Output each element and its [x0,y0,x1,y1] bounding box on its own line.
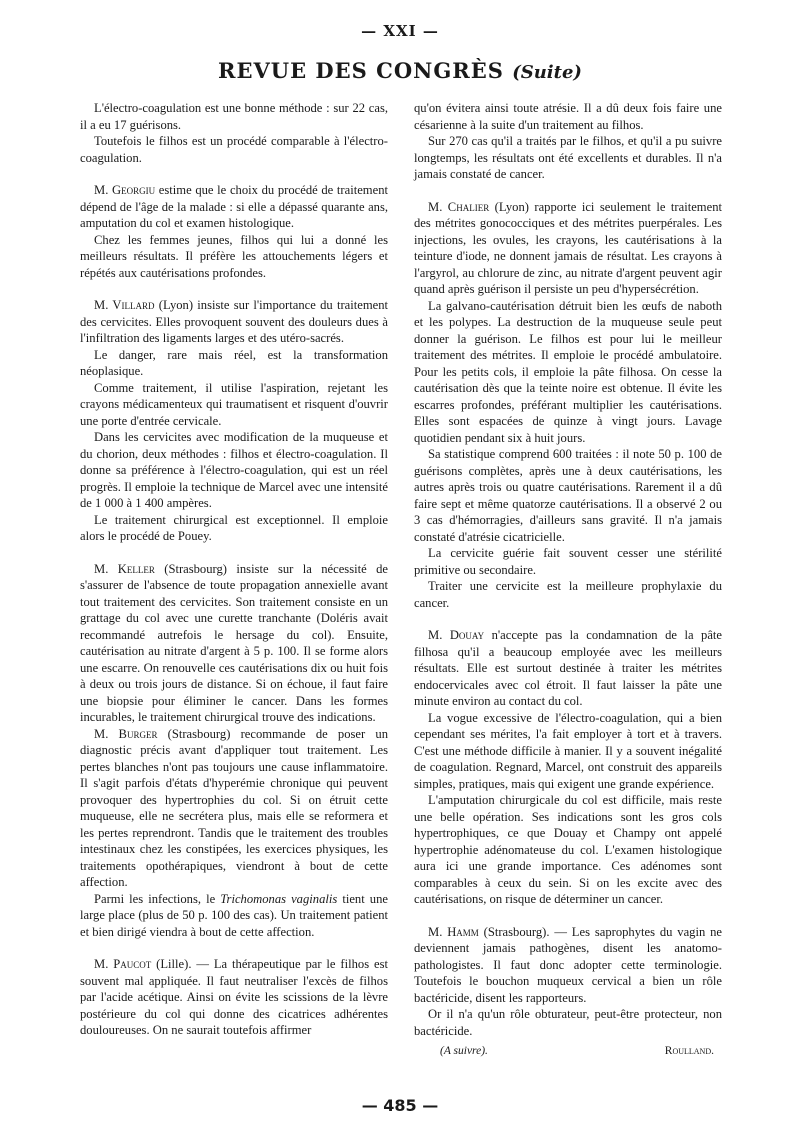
signature-line [414,1043,722,1060]
paragraph: M. Burger (Strasbourg) recommande de poser un diagnostic précis avant d'appliquer tout traitement. Les pertes blanches n'ont pas toujours une cause inflammatoire. Il s'agit parfois d'états d'hyperémie chronique qui peuvent provoquer des hypertrophies du col. Si on étruit cette muqueuse, elle ne secrétera plus, mais elle se reformera et les pertes reprendront. Tandis que le traitement des troubles intestinaux chez les constipées, les exercices physiques, les traitements opothérapiques, viendront à bout de cette affection. [80,726,388,889]
speaker-name: M. Keller [94,561,155,576]
speaker-name: M. Burger [94,726,158,741]
paragraph: M. Douay n'accepte pas la condamnation de la pâte filhosa qu'il a beaucoup employée avec les meilleurs résultats. Elle est surtout destinée à traiter les métrites endocervicales avec col étroit. Il faut laisser la pâte une minute environ au contact du col. [414,628,722,708]
section-title [0,58,800,83]
paragraph: Toutefois le filhos est un procédé comparable à l'électro-coagulation. [80,134,388,165]
paragraph: M. Chalier (Lyon) rapporte ici seulement le traitement des métrites gonococciques et des métrites puerpérales. Les injections, les ovules, les crayons, les cautérisations à la teinture d'iode, ne donnent jamais de résultat. Les crayons à l'argyrol, au chlorure de zinc, au nitrate d'argent peuvent agir quand après guérison il persiste un peu d'hypersécrétion. [414,199,722,296]
paragraph: L'électro-coagulation est une bonne méthode : sur 22 cas, il a eu 17 guérisons. [80,101,388,132]
paragraph: Sur 270 cas qu'il a traités par le filhos, et qu'il a pu suivre longtemps, les résultats ont été excellents et durables. Il n'a jamais constaté de cancer. [414,134,722,181]
paragraph: M. Georgiu estime que le choix du procédé de traitement dépend de l'âge de la malade : si elle a dépassé quarante ans, amputation du col et examen histologique. [80,183,388,230]
to-be-continued: (A suivre). [440,1045,488,1057]
section-title-suite: (Suite) [512,62,582,83]
paragraph: Comme traitement, il utilise l'aspiration, rejetant les crayons médicamenteux qui traumatisent et risquent d'ouvrir une porte d'entrée cervicale. [80,380,388,428]
paragraph: Or il n'a qu'un rôle obturateur, peut-être protecteur, non bactéricide. [414,1007,722,1038]
paragraph: qu'on évitera ainsi toute atrésie. Il a dû deux fois faire une césarienne à la suite d'un traitement au filhos. [414,101,722,132]
speaker-name: M. Georgiu [94,183,156,197]
right-column [414,100,722,1060]
speaker-name: M. Douay [428,628,485,642]
paragraph: Sa statistique comprend 600 traitées : il note 50 p. 100 de guérisons complètes, après une à deux cautérisations, les autres après trois ou quatre cautérisations. Rarement il a dû faire sept et même quatorze cautérisations. Il a observé 2 ou 3 cas d'hémorragies, d'ailleurs sans gravité. Il n'a jamais constaté d'atrésie cicatricielle. [414,447,722,544]
paragraph: M. Keller (Strasbourg) insiste sur la nécessité de s'assurer de l'absence de toute propagation annexielle avant tout traitement des cervicites. Son traitement consiste en un grattage du col avec une curette tranchante (Doléris avait recommandé autrefois le hersage du col). Ensuite, cautérisation au nitrate d'argent à 5 p. 100. Il se forme alors une escarre. On renouvelle ces cautérisations dix ou huit fois à deux ou trois jours de distance. Si on échoue, il faut faire une biopsie pour éliminer le cancer. Dans les formes incurables, le traitement chirurgical trouve des indications. [80,561,388,724]
paragraph: La galvano-cautérisation détruit bien les œufs de naboth et les polypes. La destruction de la muqueuse seule peut donner la guérison. Le filhos est pour lui le meilleur traitement des métrites. Il emploie le procédé ambulatoire. Pour les petits cols, il emploie la pâte filhosa. On cesse la cautérisation dès que la teinte noire est obtenue. Il évite les escarres profondes, préférant multiplier les cautérisations. Elles sont espacées de quinze à vingt jours. Lavage quotidien pendant six à huit jours. [414,298,722,445]
page-number: — 485 — [361,1096,439,1115]
speaker-name: M. Villard [94,298,155,312]
paragraph: Le traitement chirurgical est exceptionnel. Il emploie alors le procédé de Pouey. [80,512,388,543]
paragraph: L'amputation chirurgicale du col est difficile, mais reste une belle opération. Ses indications sont les gros cols hypertrophiques, ce que Douay et Champy ont appelé hypertrophie adénomateuse du col. L'examen histologique aura ici une grande importance. Ces adénomes sont comparables à ceux du sein. Si on les excite avec des cautérisations, on risque de déterminer un cancer. [414,793,722,906]
author-name: Roulland. [664,1045,714,1057]
paragraph: M. Paucot (Lille). — La thérapeutique par le filhos est souvent mal appliquée. Il faut neutraliser l'excès de filhos par l'acide acétique. Ainsi on évite les scissions de la lèvre postérieure du col qui donne des cicatrices adhérentes douloureuses. On ne saurait toutefois affirmer [80,957,388,1037]
paragraph: Traiter une cervicite est la meilleure prophylaxie du cancer. [414,579,722,610]
speaker-name: M. Chalier [428,199,490,214]
paragraph: Le danger, rare mais réel, est la transformation néoplasique. [80,347,388,378]
paragraph: Dans les cervicites avec modification de la muqueuse et du chorion, deux méthodes : filhos et électro-coagulation. Il donne sa préférence à l'électro-coagulation, qui est un réel progrès. Il emploie la technique de Marcel avec une intensité de 1 000 à 1 400 ampères. [80,430,388,510]
paragraph: Parmi les infections, le Trichomonas vaginalis tient une large place (plus de 50 p. 100 des cas). Un traitement patient et bien dirigé viendra à bout de cette affection. [80,891,388,939]
speaker-name: M. Paucot [94,957,152,971]
roman-page-number: — XXI — [361,22,439,40]
species-name: Trichomonas vaginalis [220,891,338,906]
paragraph: M. Hamm (Strasbourg). — Les saprophytes du vagin ne deviennent jamais pathogènes, disent les anatomo-pathologistes. Il faut donc adopter cette terminologie. Toutefois le bouchon muqueux cervical a bien un rôle bactéricide, disent les rapporteurs. [414,924,722,1005]
speaker-name: M. Hamm [428,924,479,939]
paragraph: Chez les femmes jeunes, filhos qui lui a donné les meilleurs résultats. Il préfère les attouchements légers et répétés aux cautérisations profondes. [80,232,388,280]
paragraph: La vogue excessive de l'électro-coagulation, qui a bien cependant ses mérites, l'a fait employer à tort et à travers. C'est une méthode difficile à manier. Il y a souvent inégalité de coagulation. Regnard, Marcel, ont construit des appareils simples, pratiques, mais qui exigent une grande expérience. [414,710,722,791]
section-title-text: REVUE DES CONGRÈS [218,58,504,83]
paragraph: M. Villard (Lyon) insiste sur l'importance du traitement des cervicites. Elles provoquent souvent des douleurs dues à l'infiltration des ligaments larges et des utéro-sacrés. [80,298,388,345]
paragraph: La cervicite guérie fait souvent cesser une stérilité primitive ou secondaire. [414,546,722,577]
left-column [80,100,388,1039]
